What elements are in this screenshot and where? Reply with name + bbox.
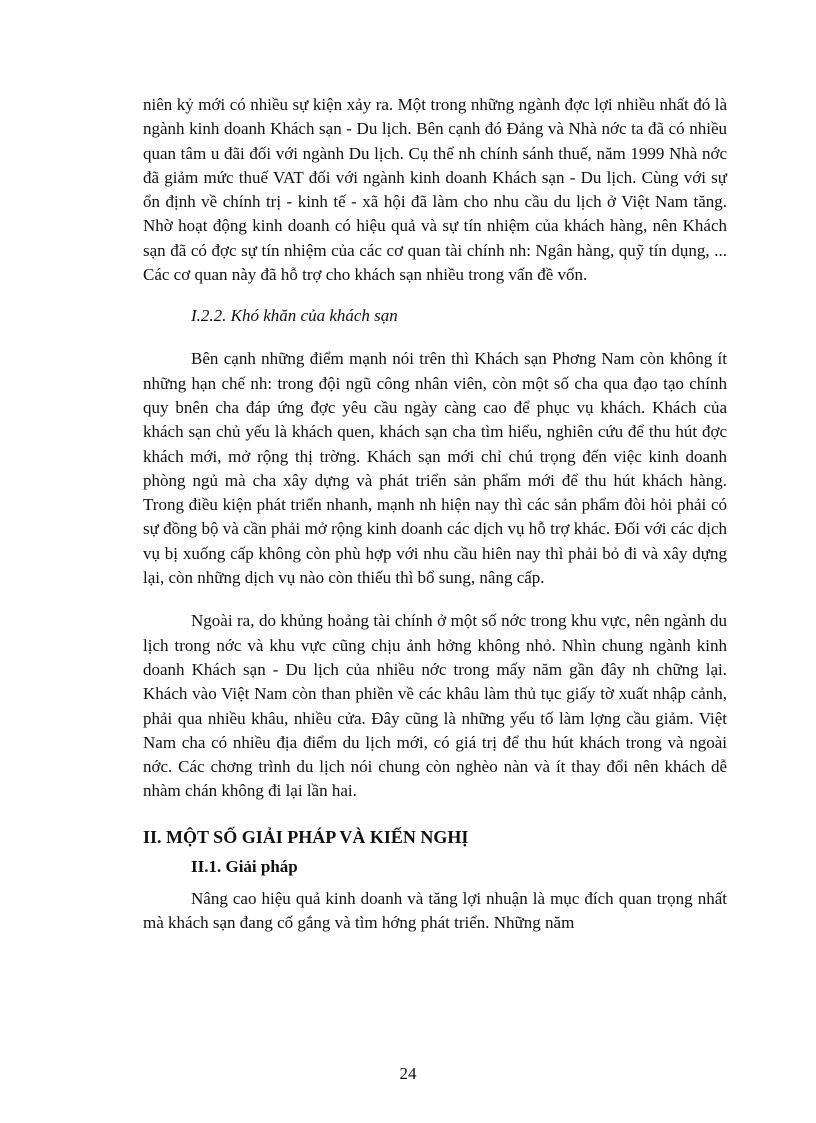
page-number: 24	[399, 1064, 417, 1083]
document-page	[143, 93, 727, 935]
paragraph-financial-crisis: Ngoài ra, do khủng hoảng tài chính ở một số nớc trong khu vực, nên ngành du lịch trong nớc và khu vực cũng chịu ảnh hởng không nhỏ. Nhìn chung ngành kinh doanh Khách sạn - Du lịch của nhiều nớc trong mấy năm gần đây nh chững lại. Khách vào Việt Nam còn than phiền về các khâu làm thủ tục giấy tờ xuất nhập cảnh, phải qua nhiều khâu, nhiều cửa. Đây cũng là những yếu tố làm lợng cầu giảm. Việt Nam cha có nhiều địa điểm du lịch mới, có giá trị để thu hút khách trong và ngoài nớc. Các chơng trình du lịch nói chung còn nghèo nàn và ít thay đổi nên khách dễ nhàm chán không đi lại lần hai.	[143, 611, 727, 801]
paragraph-limitations: Bên cạnh những điểm mạnh nói trên thì Khách sạn Phơng Nam còn không ít những hạn chế nh: trong đội ngũ công nhân viên, còn một số cha qua đạo tạo chính quy bnên cha đáp ứng đợc yêu cầu ngày càng cao để phục vụ khách. Khách của khách sạn chủ yếu là khách quen, khách sạn cha tìm hiểu, nghiên cứu để thu hút đợc khách mới, mở rộng thị trờng. Khách sạn mới chỉ chú trọng đến việc kinh doanh phòng ngủ mà cha xây dựng và phát triển sản phẩm mới để thu hút khách hàng. Trong điều kiện phát triển nhanh, mạnh nh hiện nay thì các sản phẩm đòi hỏi phải có sự đồng bộ và cần phải mở rộng kinh doanh các dịch vụ hỗ trợ khác. Đối với các dịch vụ bị xuống cấp không còn phù hợp với nhu cầu hiên nay thì phải bỏ đi và xây dựng lại, còn những dịch vụ nào còn thiếu thì bổ sung, nâng cấp.	[143, 349, 727, 588]
paragraph-solutions-intro: Nâng cao hiệu quả kinh doanh và tăng lợi nhuận là mục đích quan trọng nhất mà khách sạn đang cố gắng và tìm hớng phát triển. Những năm	[143, 888, 727, 933]
paragraph-gap	[143, 590, 727, 609]
paragraph-opportunities: niên kỷ mới có nhiều sự kiện xảy ra. Một trong những ngành đợc lợi nhiều nhất đó là ngành kinh doanh Khách sạn - Du lịch. Bên cạnh đó Đảng và Nhà nớc ta đã có nhiều quan tâm u đãi đối với ngành Du lịch. Cụ thể nh chính sánh thuế, năm 1999 Nhà nớc đã giảm mức thuế VAT đối với ngành kinh doanh Khách sạn - Du lịch. Cùng với sự ổn định về chính trị - kinh tế - xã hội đã làm cho nhu cầu du lịch ở Việt Nam tăng. Nhờ hoạt động kinh doanh có hiệu quả và sự tín nhiệm của khách hàng, nên Khách sạn đã có đợc sự tín nhiệm của các cơ quan tài chính nh: Ngân hàng, quỹ tín dụng, ... Các cơ quan này đã hỗ trợ cho khách sạn nhiều trong vấn đề vốn.	[143, 95, 727, 285]
subheading-solutions: II.1. Giải pháp	[191, 856, 298, 876]
subheading-difficulties: I.2.2. Khó khăn của khách sạn	[191, 306, 398, 326]
section-heading-solutions: II. MỘT SỐ GIẢI PHÁP VÀ KIẾN NGHỊ	[143, 826, 469, 847]
